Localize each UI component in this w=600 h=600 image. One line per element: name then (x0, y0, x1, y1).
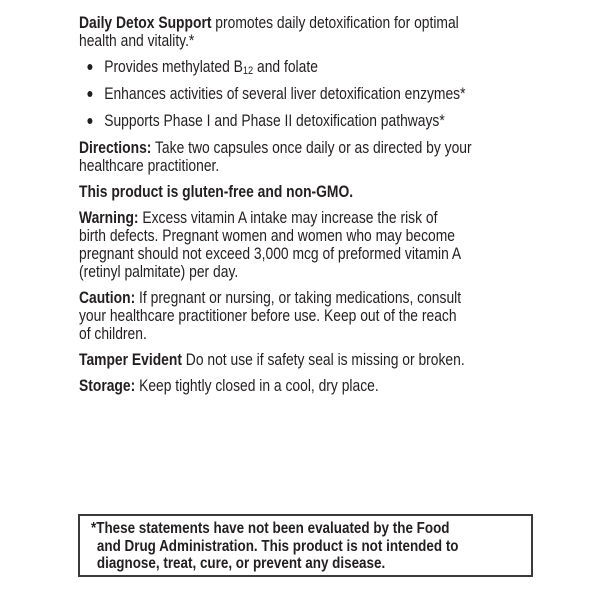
tamper-evident-paragraph: Tamper Evident Do not use if safety seal is missing or broken. (79, 351, 465, 369)
bullet-icon (87, 91, 92, 97)
benefits-list (79, 58, 549, 130)
warning-label: Warning: (79, 209, 139, 227)
supplement-label (79, 14, 549, 403)
storage-label: Storage: (79, 377, 136, 395)
benefit-item: Enhances activities of several liver detoxification enzymes* (79, 85, 575, 103)
intro-text-2: health and vitality.* (79, 32, 195, 50)
caution-paragraph: Caution: If pregnant or nursing, or taking medications, consult your healthcare practitioner before use. Keep out of the reach of children. (79, 289, 462, 343)
directions-label: Directions: (79, 139, 152, 157)
benefit-item: Supports Phase I and Phase II detoxification pathways* (79, 112, 575, 130)
warning-paragraph: Warning: Excess vitamin A intake may increase the risk of birth defects. Pregnant women and women who may become pregnant should not exceed 3,000 mcg of preformed vitamin A (retinyl palmitate) per day. (79, 209, 462, 281)
storage-paragraph: Storage: Keep tightly closed in a cool, dry place. (79, 377, 379, 395)
fda-disclaimer-text: *These statements have not been evaluated by the Food and Drug Administration. This product is not intended to diagnose, treat, cure, or prevent any disease. (91, 520, 459, 572)
tamper-label: Tamper Evident (79, 351, 182, 369)
intro-paragraph (79, 14, 549, 50)
intro-text: promotes daily detoxification for optimal (211, 14, 459, 32)
caution-label: Caution: (79, 289, 136, 307)
product-name: Daily Detox Support (79, 14, 212, 32)
benefit-item: Provides methylated $B_{12}$ and folate (79, 58, 575, 76)
directions-paragraph: Directions: Take two capsules once daily or as directed by your healthcare practitioner. (79, 139, 472, 175)
fda-disclaimer-box (78, 514, 533, 577)
bullet-icon (87, 64, 92, 70)
gluten-free-statement: This product is gluten-free and non-GMO. (79, 183, 354, 201)
bullet-icon (87, 118, 92, 124)
